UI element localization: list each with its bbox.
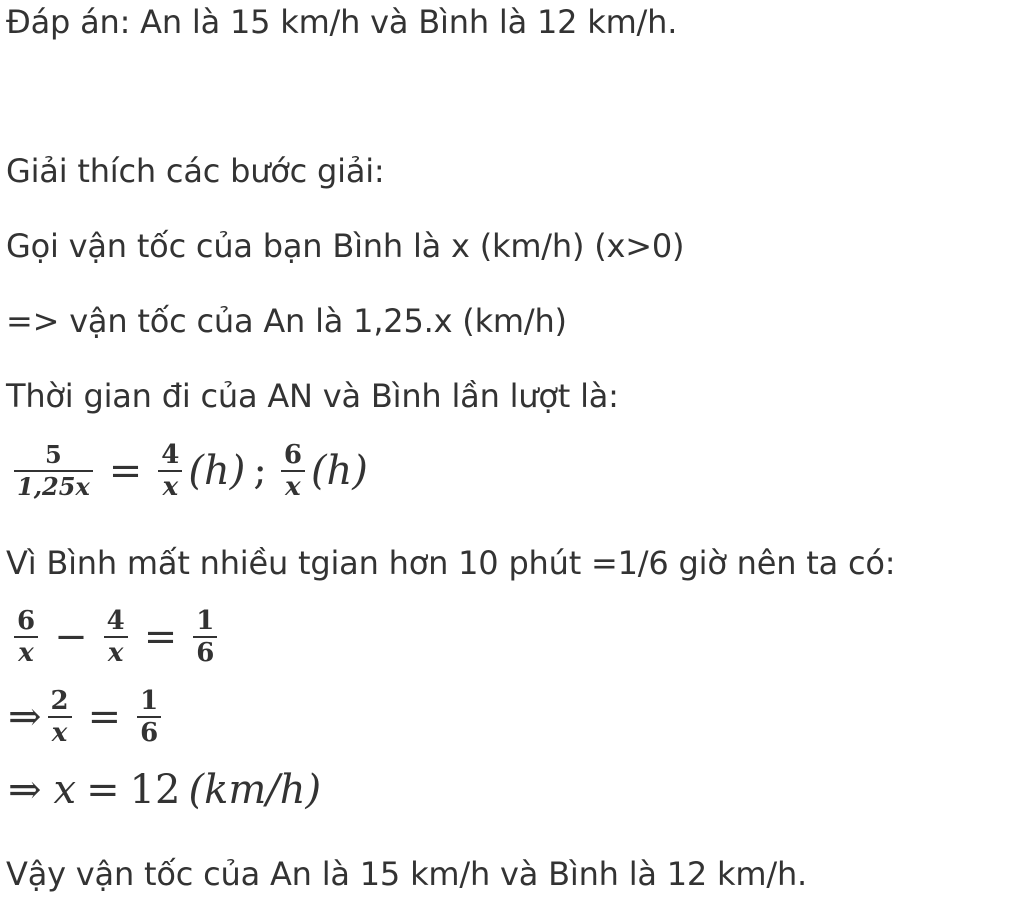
fraction-6-over-x [14, 606, 38, 668]
fraction-numerator: 1 [196, 606, 215, 636]
equation-result [8, 767, 322, 813]
separator: ; [253, 448, 267, 494]
unit-hours: (h) [310, 448, 368, 494]
equals-sign: = [108, 448, 143, 494]
equals-sign: = [143, 614, 178, 660]
fraction-4-over-x [104, 606, 128, 668]
minus-sign: − [54, 614, 88, 660]
equals-sign: = [87, 694, 122, 740]
fraction-denominator: 6 [140, 718, 159, 748]
fraction-2-over-x [48, 686, 72, 748]
implies-arrow: ⇒ [8, 767, 42, 813]
equation-difference [8, 606, 223, 668]
fraction-numerator: 2 [50, 686, 69, 716]
fraction-denominator: x [107, 638, 124, 668]
conclusion-line: Vậy vận tốc của An là 15 km/h và Bình là 12 km/h. [6, 855, 807, 893]
equation-times [8, 440, 368, 502]
result-value: 12 [129, 767, 181, 813]
fraction-1-over-6 [137, 686, 161, 748]
equation-simplified [8, 686, 167, 748]
fraction-denominator: 1,25x [17, 472, 90, 501]
fraction-denominator: x [285, 472, 301, 502]
explain-heading: Giải thích các bước giải: [6, 152, 385, 190]
step-an-speed: => vận tốc của An là 1,25.x (km/h) [6, 302, 567, 340]
fraction-numerator: 1 [140, 686, 159, 716]
fraction-numerator: 4 [106, 606, 125, 636]
fraction-5-over-1-25x [14, 440, 93, 502]
fraction-1-over-6 [193, 606, 217, 668]
fraction-denominator: 6 [196, 638, 215, 668]
implies-arrow: ⇒ [8, 694, 42, 740]
fraction-numerator: 6 [283, 440, 302, 470]
fraction-numerator: 5 [45, 440, 62, 469]
step-time-intro: Thời gian đi của AN và Bình lần lượt là: [6, 377, 619, 415]
fraction-denominator: x [162, 472, 179, 502]
result-unit: (km/h) [188, 767, 322, 813]
step-time-difference: Vì Bình mất nhiều tgian hơn 10 phút =1/6 giờ nên ta có: [6, 544, 896, 582]
answer-line: Đáp án: An là 15 km/h và Bình là 12 km/h. [6, 3, 678, 41]
fraction-denominator: x [18, 638, 34, 668]
fraction-numerator: 4 [161, 440, 180, 470]
unit-hours: (h) [188, 448, 246, 494]
fraction-4-over-x [158, 440, 182, 502]
fraction-6-over-x [281, 440, 305, 502]
variable-x: x [53, 767, 77, 813]
fraction-denominator: x [51, 718, 68, 748]
equals-sign: = [86, 767, 120, 813]
fraction-numerator: 6 [17, 606, 36, 636]
step-define-variable: Gọi vận tốc của bạn Bình là x (km/h) (x>0) [6, 227, 685, 265]
